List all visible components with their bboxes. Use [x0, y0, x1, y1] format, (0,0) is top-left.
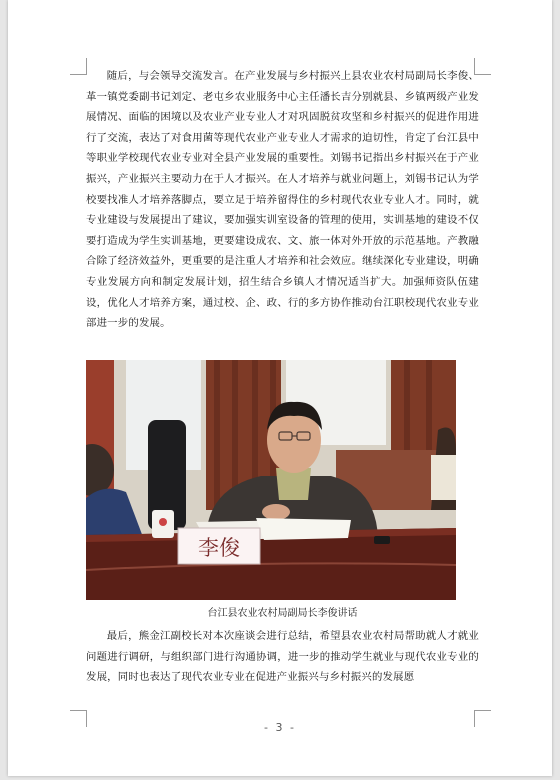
body-paragraph-2: 最后，熊金江副校长对本次座谈会进行总结，希望县农业农村局帮助就人才就业问题进行调研，与组织部门进行沟通协调，进一步的推动学生就业与现代农业专业的发展，同时也表达了现代农业专业在促进产业振兴与乡村振兴的发展愿	[86, 630, 479, 684]
document-page	[8, 0, 552, 776]
body-paragraph-1: 随后，与会领导交流发言。在产业发展与乡村振兴上县农业农村局副局长李俊、革一镇党委副书记刘定、老屯乡农业服务中心主任潘长吉分别就县、乡镇两级产业发展情况、面临的困境以及农业产业专业人才对巩固脱贫攻坚和乡村振兴的促进作用进行了交流，表达了对食用菌等现代农业产业专业人才需求的迫切性，肯定了台江县中等职业学校现代农业专业对全县产业发展的重要性。刘锡书记指出乡村振兴在于产业振兴，产业振兴主要动力在于人才振兴。在人才培养与就业问题上，刘锡书记认为学校要找准人才培养落脚点，要立足于培养留得住的乡村现代农业专业人才。同时，就专业建设与发展提出了建议，要加强实训室设备的管理的使用，实训基地的建设不仅要打造成为学生实训基地，更要建设成农、文、旅一体对外开放的示范基地。产教融合除了经济效益外，更重要的是注重人才培养和社会效应。继续深化专业建设，明确专业发展方向和制定发展计划，招生结合乡镇人才情况适当扩大。加强师资队伍建设，优化人才培养方案，通过校、企、政、行的多方协作推动台江职校现代农业专业部进一步的发展。	[86, 70, 479, 330]
crop-mark-top-left	[70, 58, 87, 75]
nameplate-text: 李俊	[198, 536, 240, 560]
photo-caption: 台江县农业农村局副局长李俊讲话	[207, 608, 358, 619]
meeting-photo	[86, 360, 456, 600]
page-number: - 3 -	[264, 721, 296, 734]
